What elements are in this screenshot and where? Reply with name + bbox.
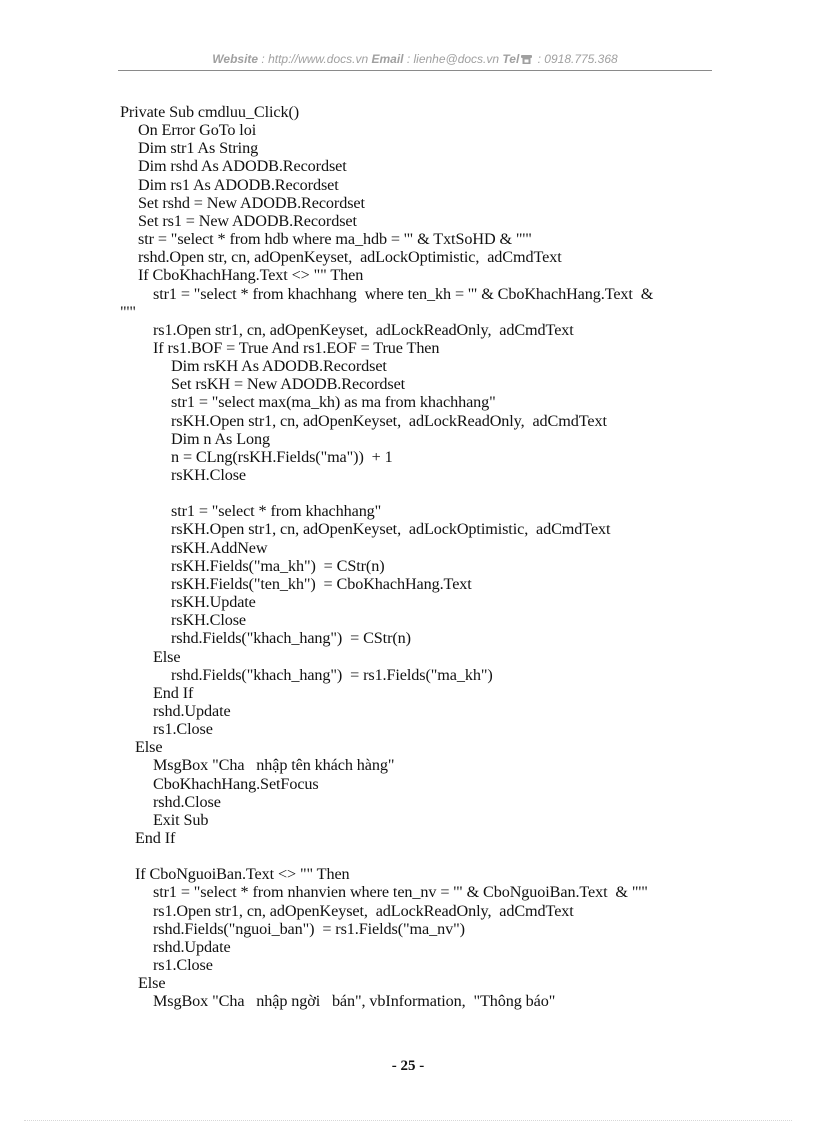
website-label: Website [212, 52, 259, 66]
code-line: str1 = "select * from nhanvien where ten_nv = '" & CboNguoiBan.Text & "'" [153, 883, 648, 902]
code-line: Exit Sub [153, 810, 209, 829]
code-line: Dim n As Long [171, 429, 270, 448]
code-line: Dim str1 As String [138, 139, 259, 158]
tel-value: : 0918.775.368 [534, 52, 618, 66]
code-line: rsKH.Open str1, cn, adOpenKeyset, adLockOptimistic, adCmdText [171, 520, 611, 539]
email-value: : lienhe@docs.vn [403, 52, 503, 66]
code-line: rsKH.Open str1, cn, adOpenKeyset, adLockReadOnly, adCmdText [171, 411, 607, 430]
tel-label: Tel [502, 52, 520, 66]
code-line: str1 = "select max(ma_kh) as ma from khachhang" [171, 393, 496, 412]
code-line: rshd.Update [153, 937, 231, 956]
code-line: rshd.Update [153, 701, 231, 720]
code-line: rs1.Close [153, 720, 213, 739]
code-line: n = CLng(rsKH.Fields("ma")) + 1 [171, 447, 393, 466]
code-line: Set rshd = New ADODB.Recordset [138, 193, 365, 212]
code-line: rsKH.Fields("ten_kh") = CboKhachHang.Text [171, 574, 472, 593]
code-line: CboKhachHang.SetFocus [153, 774, 319, 793]
code-line: Private Sub cmdluu_Click() [120, 103, 300, 121]
code-line: End If [135, 829, 176, 847]
header-rule [118, 70, 712, 71]
code-line: MsgBox "Cha nhập ngời bán", vbInformation, "Thông báo" [153, 992, 556, 1011]
code-line: rshd.Fields("nguoi_ban") = rs1.Fields("ma_nv") [153, 919, 465, 938]
code-line: Else [135, 738, 163, 757]
code-line: Set rs1 = New ADODB.Recordset [138, 211, 357, 230]
page-header [118, 52, 712, 72]
code-line: str1 = "select * from khachhang" [171, 502, 382, 521]
code-line: If CboKhachHang.Text <> "" Then [138, 266, 364, 285]
code-line: rsKH.Close [171, 466, 246, 484]
page-bottom-border [24, 1120, 792, 1121]
code-line: Else [153, 647, 181, 666]
code-line: rsKH.AddNew [171, 538, 268, 557]
code-line: MsgBox "Cha nhập tên khách hàng" [153, 756, 395, 775]
code-line: str1 = "select * from khachhang where ten_kh = '" & CboKhachHang.Text & [153, 284, 654, 303]
code-line: rs1.Open str1, cn, adOpenKeyset, adLockReadOnly, adCmdText [153, 901, 574, 920]
code-line: rsKH.Close [171, 611, 246, 630]
code-line: Dim rshd As ADODB.Recordset [138, 157, 347, 176]
code-line: rshd.Open str, cn, adOpenKeyset, adLockOptimistic, adCmdText [138, 248, 562, 267]
code-line: rs1.Open str1, cn, adOpenKeyset, adLockReadOnly, adCmdText [153, 320, 574, 339]
code-line: Dim rsKH As ADODB.Recordset [171, 357, 387, 376]
page-number: - 25 - [391, 1058, 425, 1074]
code-line: rshd.Fields("khach_hang") = rs1.Fields("ma_kh") [171, 665, 493, 684]
phone-icon [521, 55, 532, 64]
code-line: Set rsKH = New ADODB.Recordset [171, 375, 406, 394]
code-line: On Error GoTo loi [138, 121, 257, 140]
code-line: Else [138, 974, 166, 993]
code-line: rs1.Close [153, 956, 213, 975]
code-line: rsKH.Fields("ma_kh") = CStr(n) [171, 556, 385, 575]
website-value: : http://www.docs.vn [258, 52, 372, 66]
code-line: rshd.Fields("khach_hang") = CStr(n) [171, 629, 411, 648]
code-line: If CboNguoiBan.Text <> "" Then [135, 865, 350, 884]
code-line: "'" [120, 302, 136, 321]
code-line: rshd.Close [153, 792, 221, 811]
code-line: rsKH.Update [171, 593, 256, 612]
code-line: If rs1.BOF = True And rs1.EOF = True Then [153, 338, 440, 357]
code-line: End If [153, 683, 194, 702]
code-line: str = "select * from hdb where ma_hdb = '" & TxtSoHD & "'" [138, 230, 532, 249]
email-label: Email [371, 52, 404, 66]
code-line: Dim rs1 As ADODB.Recordset [138, 175, 339, 194]
